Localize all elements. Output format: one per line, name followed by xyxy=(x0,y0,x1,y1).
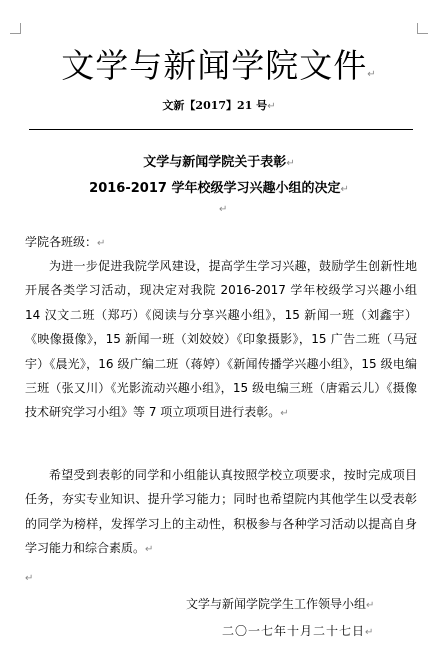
page-corner-top-right xyxy=(417,23,428,34)
notice-title-line-1 xyxy=(0,151,438,170)
body-paragraph-2 xyxy=(25,463,417,563)
paragraph-mark-icon: ↵ xyxy=(286,158,295,169)
paragraph-mark-icon: ↵ xyxy=(340,184,349,195)
salutation-text: 学院各班级： xyxy=(25,235,98,249)
paragraph-mark-icon: ↵ xyxy=(367,69,377,80)
paragraph-mark-icon: ↵ xyxy=(365,627,375,638)
paragraph-mark-icon: ↵ xyxy=(97,238,106,249)
notice-title-text-2: 2016-2017 学年校级学习兴趣小组的决定 xyxy=(89,181,341,196)
header-title: 文学与新闻学院文件 xyxy=(61,46,368,85)
salutation xyxy=(25,233,105,250)
paragraph-mark-icon: ↵ xyxy=(25,573,34,584)
paragraph-mark-icon: ↵ xyxy=(145,544,154,556)
paragraph-mark-icon: ↵ xyxy=(219,204,228,215)
paragraph-mark-icon: ↵ xyxy=(267,101,276,112)
body-paragraph-1-text: 为进一步促进我院学风建设，提高学生学习兴趣，鼓励学生创新性地开展各类学习活动，现决定对我院 2016-2017 学年校级学习兴趣小组 14 汉文二班（郑巧）《阅读与分享兴趣小组》，15 新闻一班（刘鑫宇）《映像摄像》，15 新闻一班（刘姣姣）《印象摄影》，15 广告二班（马冠宇）《晨光》，16 级广编二班（蒋婷）《新闻传播学兴趣小组》，15 级电编三班（张又川）《光影流动兴趣小组》，15 级电编三班（唐霜云儿）《摄像技术研究学习小组》等 7 项立项项目进行表彰。 xyxy=(25,259,417,420)
paragraph-mark-icon: ↵ xyxy=(366,600,375,611)
header-divider xyxy=(29,129,413,130)
body-paragraph-1 xyxy=(25,254,417,427)
notice-title-line-2 xyxy=(0,177,438,196)
paragraph-mark-icon: ↵ xyxy=(280,408,289,420)
document-number-line xyxy=(0,97,438,113)
document-number: 文新【2017】21 号 xyxy=(162,99,268,112)
issue-date xyxy=(222,622,374,639)
issue-date-text: 二〇一七年十月二十七日 xyxy=(222,624,366,638)
page-corner-top-left xyxy=(10,23,21,34)
signature-text: 文学与新闻学院学生工作领导小组 xyxy=(186,597,367,611)
document-header xyxy=(0,40,438,87)
notice-title-text-1: 文学与新闻学院关于表彰 xyxy=(143,155,287,170)
signature xyxy=(186,595,374,612)
body-paragraph-2-text: 希望受到表彰的同学和小组能认真按照学校立项要求，按时完成项目任务，夯实专业知识、提升学习能力；同时也希望院内其他学生以受表彰的同学为榜样，发挥学习上的主动性，积极参与各种学习活动以提高自身学习能力和综合素质。 xyxy=(25,468,417,556)
